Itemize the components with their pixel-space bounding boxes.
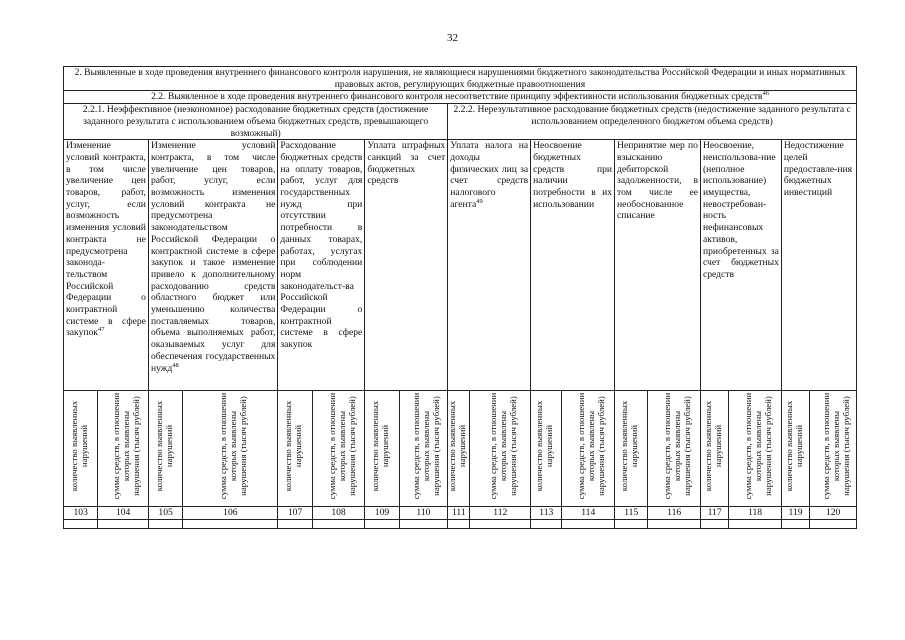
subheader-count [781,391,809,507]
category-text: Изменение условий контракта, в том числе увеличение цен товаров, работ, услуг, если возможность изменения условий контракта не предусмотрена законодательством Российской Федерации о контрактной системе в сфере закупок и такое изменение привело к дополнительному расходованию средств областного бюджет или уменьшению количества поставляемых товаров, объема выполняемых работ, оказываемых услуг для обеспечения государственных нужд [150,140,276,374]
data-cell [399,519,448,528]
subheader-count [448,391,470,507]
column-number: 115 [615,507,648,520]
subheader-count-text: количество выявленных нарушений [68,401,89,492]
subheader-sum [729,391,782,507]
category-text: Недостижение целей предоставле-ния бюджетных инвестиций [783,140,853,199]
subheader-count [615,391,648,507]
data-cell [615,519,648,528]
data-cell [648,519,701,528]
category-text: Уплата штрафных санкций за счет бюджетных средств [367,140,446,187]
column-number: 106 [183,507,278,520]
category-text: Уплата налога на доходы физических лиц за счет средств налогового агента [450,140,529,210]
subheader-count-text: количество выявленных нарушений [702,401,723,492]
column-number: 111 [448,507,470,520]
subheader-sum [562,391,615,507]
row-section-2-2 [64,91,857,104]
category-footnote: 49 [476,197,483,205]
subheader-sum [648,391,701,507]
data-cell [729,519,782,528]
subheader-count [64,391,98,507]
data-cell [470,519,531,528]
data-cell [781,519,809,528]
data-cell [64,519,98,528]
subheader-sum [312,391,365,507]
column-number: 112 [470,507,531,520]
subheader-sum-text: сумма средств, в отношении которых выявлены нарушения (тысяч рублей) [576,392,607,500]
category-cell [700,140,781,391]
row-section-2 [64,67,857,91]
subheader-sum-text: сумма средств, в отношении которых выявлены нарушения (тысяч рублей) [821,392,852,500]
data-cell [810,519,857,528]
section-2-2-footnote: 46 [762,90,769,98]
subheader-sum-text: сумма средств, в отношении которых выявлены нарушения (тысяч рублей) [411,392,442,500]
row-column-numbers [64,507,857,520]
category-footnote: 47 [97,326,105,334]
data-cell [448,519,470,528]
subheader-sum [183,391,278,507]
subheader-count [531,391,562,507]
subheader-sum [98,391,149,507]
subheader-count-text: количество выявленных нарушений [446,401,467,492]
category-cell [278,140,365,391]
subheader-count [278,391,312,507]
subheader-count-text: количество выявленных нарушений [283,401,304,492]
subheader-count-text: количество выявленных нарушений [619,401,640,492]
row-categories [64,140,857,391]
category-cell [365,140,448,391]
subheader-sum [810,391,857,507]
category-cell [448,140,531,391]
data-cell [562,519,615,528]
category-cell [64,140,149,391]
subheader-count-text: количество выявленных нарушений [783,401,804,492]
subheader-count-text: количество выявленных нарушений [370,401,390,492]
column-number: 114 [562,507,615,520]
category-text: Неосвоение бюджетных средств при наличии потребности в их использовании [533,140,613,210]
subheader-sum [399,391,448,507]
subheader-sum [470,391,531,507]
section-2-title: 2. Выявленные в ходе проведения внутреннего финансового контроля нарушения, не являющиеся нарушениями бюджетного законодательства Российской Федерации и иных нормативных правовых актов, регулирующих бюджетные правоотношения [64,67,857,91]
category-text: Непринятие мер по взысканию дебиторской задолженности, в том числе ее необоснованное списание [617,140,698,222]
category-cell [781,140,856,391]
subheader-sum-text: сумма средств, в отношении которых выявлены нарушения (тысяч рублей) [111,392,142,500]
column-number: 113 [531,507,562,520]
column-number: 117 [700,507,728,520]
category-text: Расходование бюджетных средств на оплату товаров, работ, услуг для государственных нужд при отсутствии потребности в данных товарах, работах, услугах при соблюдении норм законодательст-ва Российской Федерации о контрактной системе в сфере закупок [280,140,363,351]
data-cell [312,519,365,528]
category-cell [615,140,701,391]
category-footnote: 48 [172,361,179,369]
subheader-count-text: количество выявленных нарушений [153,401,174,492]
category-text: Неосвоение, неиспользова-ние (неполное использование) имущества, невостребован-ность нефинансовых активов, приобретенных за счет бюджетных средств [702,140,779,280]
subheader-count-text: количество выявленных нарушений [534,401,555,492]
category-cell [531,140,615,391]
section-2-2-1-title: 2.2.1. Неэффективное (неэкономное) расходование бюджетных средств (достижение заданного результата с использованием объема бюджетных средств, превышающего возможный) [64,104,448,140]
column-number: 107 [278,507,312,520]
subheader-sum-text: сумма средств, в отношении которых выявлены нарушения (тысяч рублей) [662,392,693,500]
subheader-sum-text: сумма средств, в отношении которых выявлены нарушения (тысяч рублей) [218,392,249,500]
data-cell [531,519,562,528]
column-number: 108 [312,507,365,520]
page-number: 32 [447,32,458,44]
data-cell [278,519,312,528]
data-cell [183,519,278,528]
column-number: 116 [648,507,701,520]
subheader-count [365,391,399,507]
row-empty-data [64,519,857,528]
subheader-sum-text: сумма средств, в отношении которых выявлены нарушения (тысяч рублей) [326,392,357,500]
row-subsections [64,104,857,140]
section-2-2-2-title: 2.2.2. Нерезультативное расходование бюджетных средств (недостижение заданного результата с использованием определенного бюджетом объема средств) [448,104,857,140]
column-number: 104 [98,507,149,520]
column-number: 119 [781,507,809,520]
column-number: 120 [810,507,857,520]
column-number: 103 [64,507,98,520]
data-cell [148,519,182,528]
subheader-sum-text: сумма средств, в отношении которых выявлены нарушения (тысяч рублей) [743,392,774,500]
column-number: 118 [729,507,782,520]
category-cell [148,140,277,391]
subheader-count [700,391,728,507]
subheader-sum-text: сумма средств, в отношении которых выявлены нарушения (тысяч рублей) [488,392,519,500]
category-text: Изменение условий контракта, в том числе увеличение цен товаров, работ, услуг, если возможность изменения условий контракта не предусмотрена законода-тельством Российской Федерации о контрактной системе в сфере закупок [66,140,146,339]
data-cell [700,519,728,528]
data-cell [98,519,149,528]
row-subheaders [64,391,857,507]
subheader-count [148,391,182,507]
section-2-2-title [64,91,857,104]
column-number: 105 [148,507,182,520]
violations-table [63,66,857,529]
column-number: 109 [365,507,399,520]
column-number: 110 [399,507,448,520]
data-cell [365,519,399,528]
section-2-2-text: 2.2. Выявленное в ходе проведения внутреннего финансового контроля несоответствие принципу эффективности использования бюджетных средств [151,91,763,103]
